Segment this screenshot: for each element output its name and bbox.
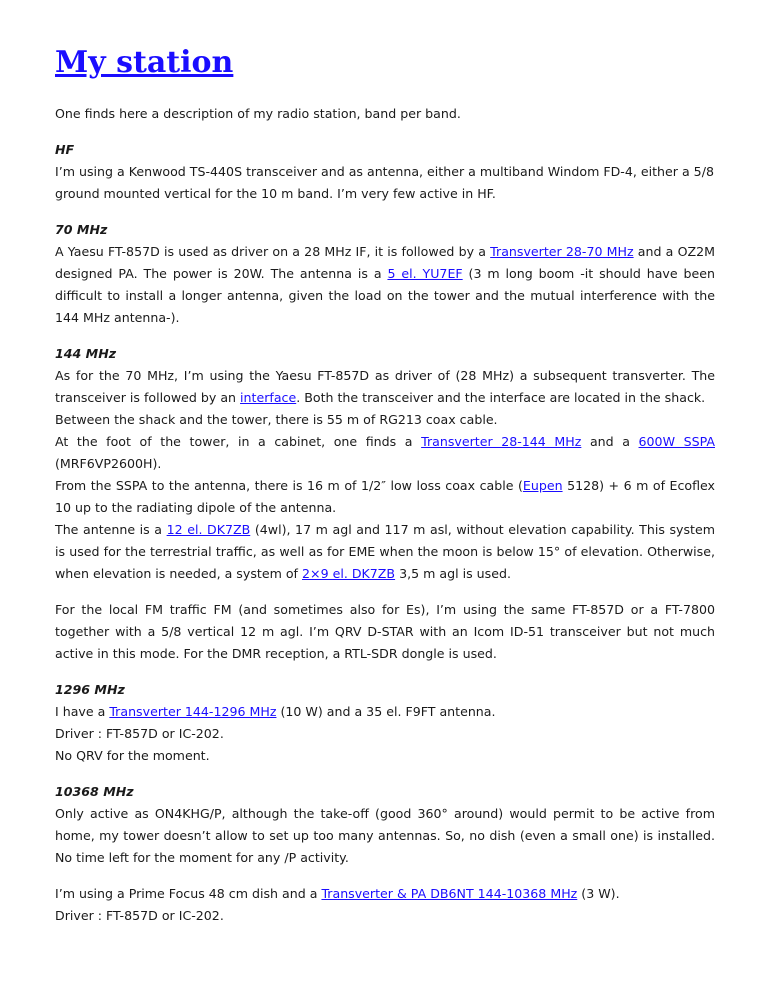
text-span: (3 m long boom -it should have been difficult to install a longer antenna, given the load on the tower and the mutual interference with the 144 MHz antenna-).	[55, 266, 715, 325]
144mhz-antenna-text	[55, 519, 715, 585]
1296mhz-status-text: No QRV for the moment.	[55, 748, 210, 763]
section-10368mhz	[55, 781, 715, 927]
intro-text: One finds here a description of my radio station, band per band.	[55, 106, 461, 121]
10368mhz-driver-text: Driver : FT-857D or IC-202.	[55, 908, 224, 923]
section-heading-hf: HF	[55, 142, 75, 157]
144mhz-fm-text: For the local FM traffic FM (and sometimes also for Es), I’m using the same FT-857D or a FT-7800 together with a 5/8 vertical 12 m agl. I’m QRV D-STAR with an Icom ID-51 transceiver but not much active in this mode. For the DMR reception, a RTL-SDR dongle is used.	[55, 602, 715, 661]
text-span: (MRF6VP2600H).	[55, 456, 162, 471]
text-span: 5128) + 6 m of Ecoflex 10 up to the radiating dipole of the antenna.	[55, 478, 716, 515]
section-heading-144mhz: 144 MHz	[55, 346, 117, 361]
interface-link[interactable]: interface	[240, 390, 297, 405]
70mhz-text	[55, 241, 715, 329]
text-span: (10 W) and a 35 el. F9FT antenna.	[276, 704, 496, 719]
text-span: and a	[581, 434, 639, 449]
text-span: From the SSPA to the antenna, there is 16 m of 1/2″ low loss coax cable (	[55, 478, 523, 493]
transverter-28-70-link[interactable]: Transverter 28-70 MHz	[490, 244, 634, 259]
text-span: (3 W).	[577, 886, 620, 901]
text-span: I have a	[55, 704, 110, 719]
transverter-db6nt-link[interactable]: Transverter & PA DB6NT 144-10368 MHz	[321, 886, 578, 901]
144mhz-driver-text	[55, 365, 715, 409]
section-70mhz	[55, 219, 715, 329]
section-heading-70mhz: 70 MHz	[55, 222, 108, 237]
text-span: . Both the transceiver and the interface are located in the shack.	[296, 390, 706, 405]
section-hf	[55, 139, 715, 205]
section-heading-10368mhz: 10368 MHz	[55, 784, 134, 799]
144mhz-cabinet-text	[55, 431, 715, 475]
text-span: and a OZ2M designed PA. The power is 20W. The antenna is a	[55, 244, 715, 281]
1296mhz-transverter-text	[55, 701, 715, 723]
144mhz-coax-text	[55, 475, 715, 519]
text-span: (4wl), 17 m agl and 117 m asl, without elevation capability. This system is used for the terrestrial traffic, as well as for EME when the moon is below 15° of elevation. Otherwise, when elevation is needed, a system of	[55, 522, 715, 581]
sspa-600w-link[interactable]: 600W SSPA	[638, 434, 715, 449]
transverter-144-1296-link[interactable]: Transverter 144-1296 MHz	[109, 704, 277, 719]
text-span: 3,5 m agl is used.	[395, 566, 511, 581]
transverter-28-144-link[interactable]: Transverter 28-144 MHz	[421, 434, 582, 449]
text-span: A Yaesu FT-857D is used as driver on a 28 MHz IF, it is followed by a	[55, 244, 491, 259]
text-span: The antenne is a	[55, 522, 167, 537]
1296mhz-driver-text: Driver : FT-857D or IC-202.	[55, 726, 224, 741]
10368mhz-dish-text	[55, 883, 715, 905]
eupen-link[interactable]: Eupen	[522, 478, 563, 493]
article	[55, 44, 715, 927]
text-span: At the foot of the tower, in a cabinet, one finds a	[55, 434, 422, 449]
text-span: As for the 70 MHz, I’m using the Yaesu FT-857D as driver of (28 MHz) a subsequent transverter. The transceiver is followed by an	[55, 368, 715, 405]
hf-text: I’m using a Kenwood TS-440S transceiver and as antenna, either a multiband Windom FD-4, either a 5/8 ground mounted vertical for the 10 m band. I’m very few active in HF.	[55, 164, 714, 201]
dk7zb-12el-link[interactable]: 12 el. DK7ZB	[166, 522, 251, 537]
dk7zb-2x9el-link[interactable]: 2×9 el. DK7ZB	[302, 566, 396, 581]
text-span: I’m using a Prime Focus 48 cm dish and a	[55, 886, 322, 901]
section-144mhz	[55, 343, 715, 665]
section-heading-1296mhz: 1296 MHz	[55, 682, 125, 697]
section-1296mhz	[55, 679, 715, 767]
page-title	[55, 44, 715, 82]
page-title-link[interactable]: My station	[55, 45, 234, 80]
10368mhz-text: Only active as ON4KHG/P, although the take-off (good 360° around) would permit to be active from home, my tower doesn’t allow to set up too many antennas. So, no dish (even a small one) is installed. No time left for the moment for any /P activity.	[55, 806, 715, 865]
144mhz-cable-text: Between the shack and the tower, there is 55 m of RG213 coax cable.	[55, 412, 498, 427]
yu7ef-antenna-link[interactable]: 5 el. YU7EF	[387, 266, 463, 281]
